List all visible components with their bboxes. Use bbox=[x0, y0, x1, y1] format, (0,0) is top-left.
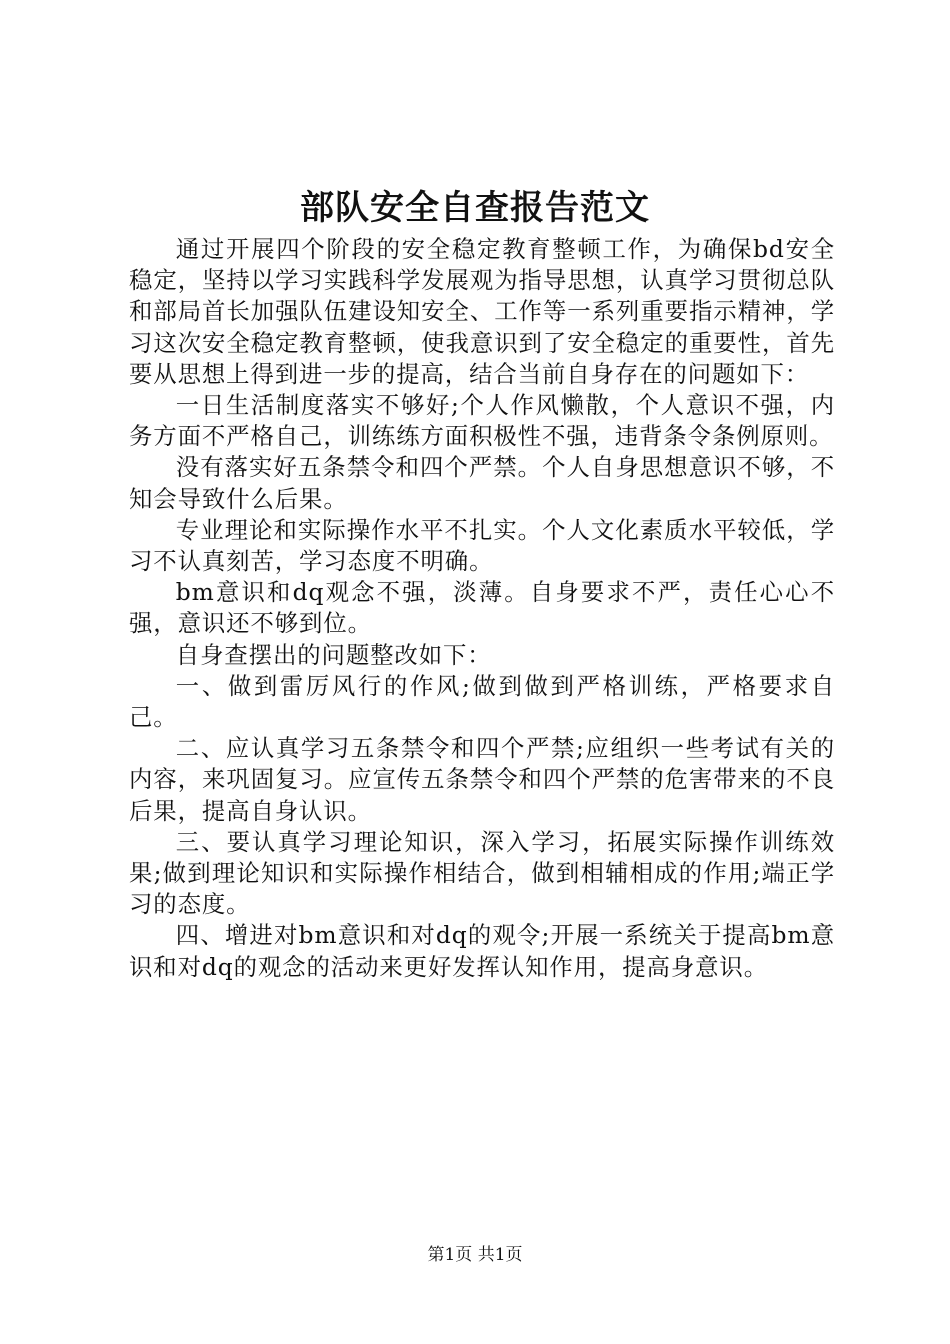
paragraph-rectification-3: 三、要认真学习理论知识，深入学习，拓展实际操作训练效果;做到理论知识和实际操作相结合，做到相辅相成的作用;端正学习的态度。 bbox=[129, 827, 835, 919]
paragraph-intro: 通过开展四个阶段的安全稳定教育整顿工作，为确保bd安全稳定，坚持以学习实践科学发展观为指导思想，认真学习贯彻总队和部局首长加强队伍建设知安全、工作等一系列重要指示精神，学习这次安全稳定教育整顿，使我意识到了安全稳定的重要性，首先要从思想上得到进一步的提高，结合当前自身存在的问题如下： bbox=[129, 235, 835, 388]
paragraph-problem-4: bm意识和dq观念不强，淡薄。自身要求不严，责任心心不强，意识还不够到位。 bbox=[129, 578, 835, 638]
paragraph-problem-2: 没有落实好五条禁令和四个严禁。个人自身思想意识不够，不知会导致什么后果。 bbox=[129, 453, 835, 513]
document-body bbox=[129, 234, 835, 983]
paragraph-problem-1: 一日生活制度落实不够好;个人作风懒散，个人意识不强，内务方面不严格自己，训练练方面积极性不强，违背条令条例原则。 bbox=[129, 391, 835, 451]
paragraph-problem-3: 专业理论和实际操作水平不扎实。个人文化素质水平较低，学习不认真刻苦，学习态度不明确。 bbox=[129, 515, 835, 576]
paragraph-rectification-heading: 自身查摆出的问题整改如下： bbox=[175, 640, 492, 669]
page-footer: 第1页 共1页 bbox=[427, 1245, 523, 1265]
paragraph-rectification-1: 一、做到雷厉风行的作风;做到做到严格训练，严格要求自己。 bbox=[129, 671, 835, 732]
paragraph-rectification-2: 二、应认真学习五条禁令和四个严禁;应组织一些考试有关的内容，来巩固复习。应宣传五条禁令和四个严禁的危害带来的不良后果，提高自身认识。 bbox=[129, 734, 835, 825]
paragraph-rectification-4: 四、增进对bm意识和对dq的观令;开展一系统关于提高bm意识和对dq的观念的活动来更好发挥认知作用，提高身意识。 bbox=[129, 921, 835, 981]
document-title: 部队安全自查报告范文 bbox=[300, 188, 650, 228]
